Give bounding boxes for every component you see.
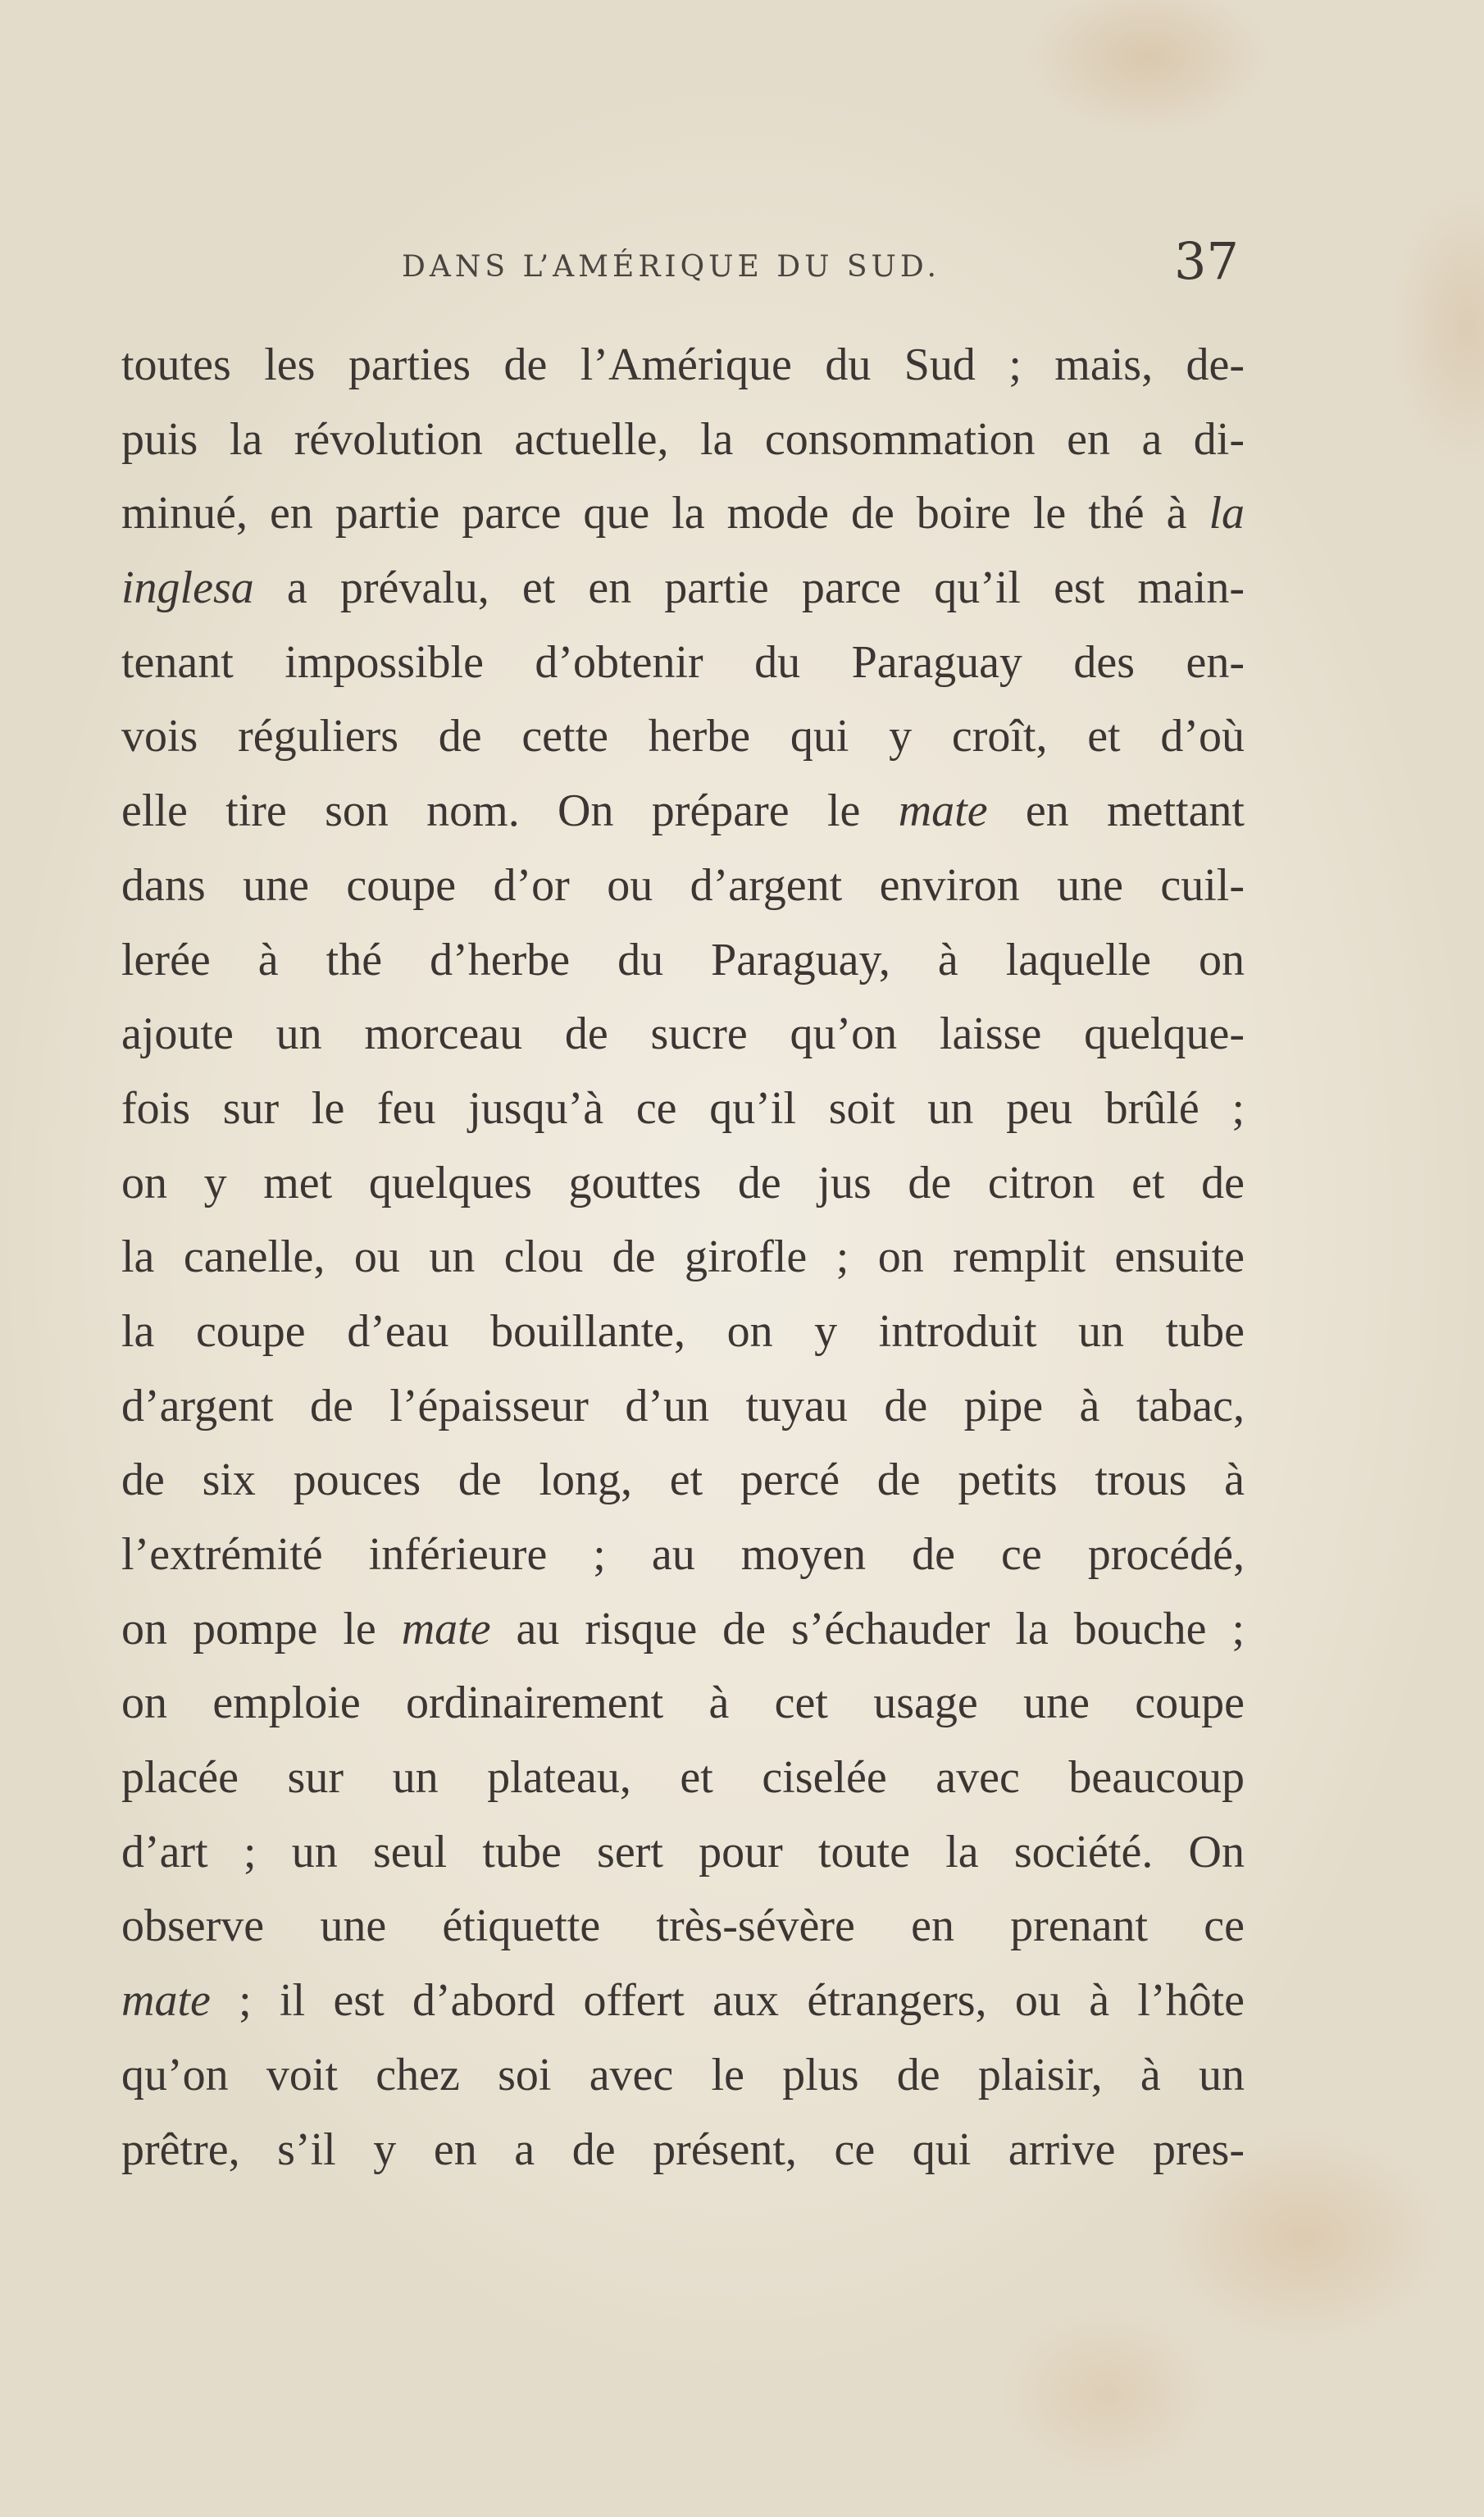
text-line: inglesa a prévalu, et en partie parce qu’il est main- (121, 562, 1245, 614)
text-line: prêtre, s’il y en a de présent, ce qui arrive pres- (121, 2123, 1245, 2175)
text-line: on pompe le mate au risque de s’échauder la bouche ; (121, 1603, 1245, 1654)
text-line: puis la révolution actuelle, la consommation en a di- (121, 413, 1245, 465)
text-line: placée sur un plateau, et ciselée avec beaucoup (121, 1752, 1245, 1804)
running-head: DANS L’AMÉRIQUE DU SUD. (402, 250, 940, 284)
text-line: observe une étiquette très-sévère en prenant ce (121, 1900, 1245, 1952)
text-line: on emploie ordinairement à cet usage une coupe (121, 1677, 1245, 1729)
text-line: minué, en partie parce que la mode de boire le thé à la (121, 488, 1245, 539)
text-line: la canelle, ou un clou de girofle ; on remplit ensuite (121, 1231, 1245, 1283)
text-line: mate ; il est d’abord offert aux étrangers, ou à l’hôte (121, 1975, 1245, 2027)
text-line: ajoute un morceau de sucre qu’on laisse quelque- (121, 1008, 1245, 1060)
text-line: fois sur le feu jusqu’à ce qu’il soit un peu brûlé ; (121, 1082, 1245, 1134)
text-line: elle tire son nom. On prépare le mate en mettant (121, 785, 1245, 837)
text-line: tenant impossible d’obtenir du Paraguay des en- (121, 636, 1245, 688)
text-line: vois réguliers de cette herbe qui y croît, et d’où (121, 711, 1245, 762)
text-line: lerée à thé d’herbe du Paraguay, à laquelle on (121, 934, 1245, 985)
text-line: l’extrémité inférieure ; au moyen de ce procédé, (121, 1529, 1245, 1580)
text-line: de six pouces de long, et percé de petits trous à (121, 1454, 1245, 1506)
text-line: on y met quelques gouttes de jus de citron et de (121, 1157, 1245, 1208)
text-line: dans une coupe d’or ou d’argent environ une cuil- (121, 859, 1245, 911)
body-text (121, 328, 1245, 2187)
text-line: qu’on voit chez soi avec le plus de plaisir, à un (121, 2049, 1245, 2101)
text-line: d’art ; un seul tube sert pour toute la société. On (121, 1826, 1245, 1878)
text-line: d’argent de l’épaisseur d’un tuyau de pipe à tabac, (121, 1380, 1245, 1431)
text-line: la coupe d’eau bouillante, on y introduit un tube (121, 1305, 1245, 1357)
text-line: toutes les parties de l’Amérique du Sud ; mais, de- (121, 339, 1245, 390)
page-number: 37 (1174, 231, 1239, 291)
